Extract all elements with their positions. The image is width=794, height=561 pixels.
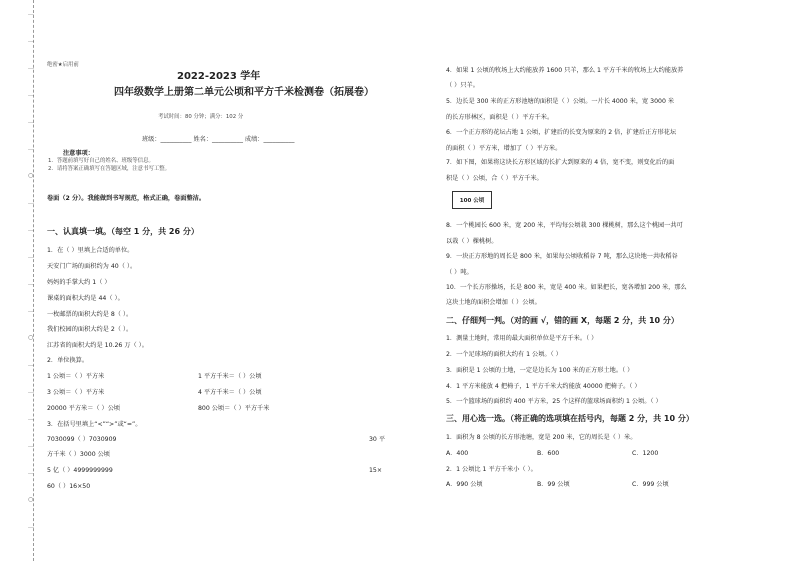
question-5: 的长方形林区，面积是（ ）平方千米。 bbox=[446, 114, 554, 121]
q2-cell: 20000 平方米＝（ ）公顷 bbox=[47, 405, 121, 412]
q3-line: 方千米（ ）3000 公顷 bbox=[47, 451, 110, 458]
q1-item: 课桌的面积大约是 44（ ）。 bbox=[47, 295, 124, 302]
q1-item: 妈妈的手掌大约 1（ ） bbox=[47, 279, 111, 286]
q3-line: 5 亿（ ）4999999999 bbox=[47, 467, 113, 474]
question-2: 2．单位换算。 bbox=[47, 357, 89, 364]
question-7: 积是（ ）公顷，合（ ）平方千米。 bbox=[446, 175, 543, 182]
section1-title: 一、认真填一填。（每空 1 分，共 26 分） bbox=[47, 227, 199, 236]
binding-mark: … bbox=[28, 442, 34, 449]
binding-mark: … bbox=[28, 469, 34, 476]
judge-item: 1．测量土地时，常用的最大面积单位是平方千米。（ ） bbox=[446, 335, 598, 342]
binding-mark: … bbox=[28, 253, 34, 260]
judge-item: 4．1 平方米能放 4 把椅子，1 平方千米大约能放 40000 把椅子。（ ） bbox=[446, 383, 641, 390]
binding-mark: … bbox=[28, 64, 34, 71]
question-4: （ ）只羊。 bbox=[446, 82, 479, 89]
question-7: 7．如下图，如果将这块长方形区域的长扩大到原来的 4 倍，宽不变，则变化后的面 bbox=[446, 159, 675, 166]
binding-mark: … bbox=[28, 145, 34, 152]
neatness-note: 卷面（2 分）。我能做到书写规范，格式正确，卷面整洁。 bbox=[47, 195, 206, 202]
q3-line: 60（ ）16×50 bbox=[47, 483, 91, 490]
notes-heading: 注意事项： bbox=[63, 150, 94, 157]
q2-cell: 1 公顷＝（ ）平方米 bbox=[47, 373, 105, 380]
secret-label: 绝密★启用前 bbox=[47, 62, 79, 68]
choice-option: A．400 bbox=[446, 450, 469, 457]
exam-title: 四年级数学上册第二单元公顷和平方千米检测卷（拓展卷） bbox=[114, 87, 374, 98]
binding-mark: ○ bbox=[28, 496, 34, 503]
judge-item: 2．一个足球场的面积大约有 1 公顷。（ ） bbox=[446, 351, 562, 358]
q3-line: 30 平 bbox=[369, 436, 386, 443]
choice-option: C．999 公顷 bbox=[632, 481, 669, 488]
choice-question: 2．1 公顷比 1 平方千米小（ ）。 bbox=[446, 466, 537, 473]
judge-item: 5．一个篮球场的面积约 400 平方米，25 个这样的篮球场面积约 1 公顷。（ ） bbox=[446, 398, 662, 405]
binding-mark: … bbox=[28, 361, 34, 368]
note-item: 1．答题前填写好自己的姓名、班级等信息。 bbox=[48, 158, 154, 164]
q1-item: 天安门广场的面积约为 40（ ）。 bbox=[47, 263, 137, 270]
q1-item: 江苏省的面积大约是 10.26 万（ ）。 bbox=[47, 342, 148, 349]
note-item: 2．请将答案正确填写在答题区域，注意书写工整。 bbox=[48, 166, 171, 172]
question-10: 这块土地的面积会增加（ ）公顷。 bbox=[446, 299, 541, 306]
q2-cell: 800 公顷＝（ ）平方千米 bbox=[198, 405, 270, 412]
q3-line: 7030099（ ）7030909 bbox=[47, 436, 117, 443]
binding-mark: … bbox=[28, 415, 34, 422]
choice-option: A．990 公顷 bbox=[446, 481, 483, 488]
q2-cell: 1 平方千米＝（ ）公顷 bbox=[198, 373, 262, 380]
area-figure-box: 100 公顷 bbox=[452, 191, 492, 209]
binding-mark: ○ bbox=[28, 172, 34, 179]
question-1: 1．在（ ）里填上合适的单位。 bbox=[47, 247, 134, 254]
question-5: 5．边长是 300 米的正方形池塘的面积是（ ）公顷。一片长 4000 米，宽 3000 米 bbox=[446, 98, 675, 105]
binding-mark: … bbox=[28, 280, 34, 287]
binding-mark: … bbox=[28, 10, 34, 17]
question-6: 的面积（ ）平方米，增加了（ ）平方米。 bbox=[446, 145, 562, 152]
q1-item: 一枚邮票的面积大约是 8（ ）。 bbox=[47, 311, 133, 318]
question-4: 4．如果 1 公顷的牧场上大约能放养 1600 只羊，那么 1 平方千米的牧场上大约能放养 bbox=[446, 67, 684, 74]
binding-mark: … bbox=[28, 226, 34, 233]
binding-mark: ○ bbox=[28, 334, 34, 341]
exam-meta: 考试时间：80 分钟；满分：102 分 bbox=[158, 114, 244, 120]
section2-title: 二、仔细判一判。（对的画 √，错的画 X，每题 2 分，共 10 分） bbox=[446, 316, 679, 325]
choice-option: B．600 bbox=[537, 450, 560, 457]
binding-mark: … bbox=[28, 388, 34, 395]
exam-year: 2022-2023 学年 bbox=[177, 71, 261, 82]
q3-line: 15× bbox=[369, 467, 383, 474]
section3-title: 三、用心选一选。（将正确的选项填在括号内，每题 2 分，共 10 分） bbox=[446, 414, 694, 423]
q2-cell: 3 公顷＝（ ）平方米 bbox=[47, 389, 105, 396]
binding-mark: … bbox=[28, 523, 34, 530]
binding-mark: … bbox=[28, 199, 34, 206]
judge-item: 3．面积是 1 公顷的土地，一定是边长为 100 米的正方形土地。（ ） bbox=[446, 367, 634, 374]
question-8: 以栽（ ）棵桃树。 bbox=[446, 238, 498, 245]
question-9: 9．一块正方形地的周长是 800 米，如果每公顷收稻谷 7 吨，那么这块地一共收稻谷 bbox=[446, 253, 678, 260]
choice-question: 1．面积为 8 公顷的长方形池塘，宽是 200 米，它的周长是（ ）米。 bbox=[446, 434, 637, 441]
question-8: 8．一个桃园长 600 米，宽 200 米，平均每公顷栽 300 棵桃树，那么这个桃园一共可 bbox=[446, 222, 683, 229]
q1-item: 我们校园的面积大约是 2（ ）。 bbox=[47, 326, 133, 333]
choice-option: B．99 公顷 bbox=[537, 481, 570, 488]
q2-cell: 4 平方千米＝（ ）公顷 bbox=[198, 389, 262, 396]
binding-mark: … bbox=[28, 91, 34, 98]
question-10: 10．一个长方形操场，长是 800 米，宽是 400 米。如果把长，宽各增加 200 米，那么 bbox=[446, 284, 687, 291]
choice-option: C．1200 bbox=[632, 450, 659, 457]
question-3: 3．在括号里填上“<”“>”或“=”。 bbox=[47, 421, 142, 428]
binding-mark: … bbox=[28, 37, 34, 44]
question-6: 6．一个正方形的花坛占地 1 公顷，扩建后的长变为原来的 2 倍，扩建后正方形花坛 bbox=[446, 129, 677, 136]
question-9: （ ）吨。 bbox=[446, 269, 473, 276]
student-fields: 班级：__________ 姓名：__________ 成绩：__________ bbox=[142, 136, 295, 143]
binding-mark: … bbox=[28, 307, 34, 314]
binding-mark: … bbox=[28, 118, 34, 125]
